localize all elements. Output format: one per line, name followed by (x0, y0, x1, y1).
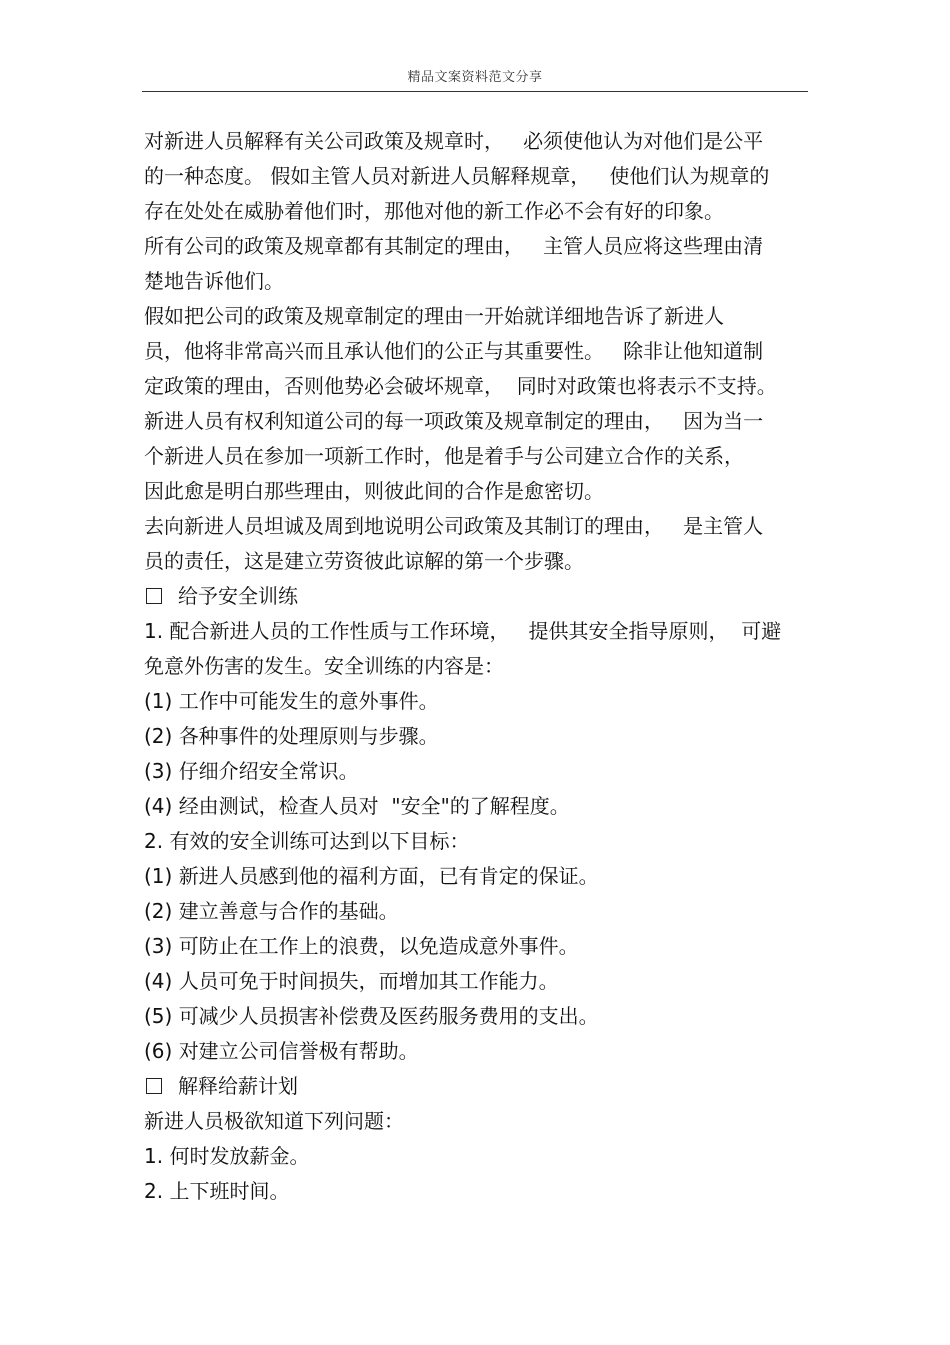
checkbox-square-icon (146, 588, 162, 604)
section-heading-label: 给予安全训练 (178, 584, 298, 608)
section-heading-label: 解释给薪计划 (178, 1074, 298, 1098)
paragraph-line: 个新进人员在参加一项新工作时，他是着手与公司建立合作的关系， (144, 444, 744, 468)
list-item: 2. 有效的安全训练可达到以下目标： (144, 829, 470, 853)
paragraph-line: 的一种态度。 假如主管人员对新进人员解释规章， 使他们认为规章的 (144, 164, 770, 188)
paragraph-line: 定政策的理由，否则他势必会破坏规章， 同时对政策也将表示不支持。 (144, 374, 777, 398)
list-item: 1. 何时发放薪金。 (144, 1144, 310, 1168)
paragraph-line: 对新进人员解释有关公司政策及规章时， 必须使他认为对他们是公平 (144, 129, 764, 153)
list-item: (2) 建立善意与合作的基础。 (144, 899, 399, 923)
list-item: (3) 仔细介绍安全常识。 (144, 759, 359, 783)
paragraph-line: 新进人员极欲知道下列问题： (144, 1109, 404, 1133)
paragraph-line: 新进人员有权利知道公司的每一项政策及规章制定的理由， 因为当一 (144, 409, 764, 433)
paragraph-line: 员的责任，这是建立劳资彼此谅解的第一个步骤。 (144, 549, 584, 573)
list-item: 1. 配合新进人员的工作性质与工作环境， 提供其安全指导原则， 可避 (144, 619, 782, 643)
paragraph-line: 所有公司的政策及规章都有其制定的理由， 主管人员应将这些理由清 (144, 234, 764, 258)
section-heading-pay-plan (144, 1069, 810, 1104)
list-item: (5) 可减少人员损害补偿费及医药服务费用的支出。 (144, 1004, 599, 1028)
list-item: 2. 上下班时间。 (144, 1179, 290, 1203)
paragraph-line: 去向新进人员坦诚及周到地说明公司政策及其制订的理由， 是主管人 (144, 514, 764, 538)
document-body (144, 124, 810, 1209)
list-item: (1) 新进人员感到他的福利方面，已有肯定的保证。 (144, 864, 599, 888)
paragraph-line: 楚地告诉他们。 (144, 269, 284, 293)
header-rule (142, 91, 808, 92)
paragraph-line: 因此愈是明白那些理由，则彼此间的合作是愈密切。 (144, 479, 604, 503)
page-header: 精品文案资料范文分享 (407, 70, 543, 85)
list-item: (2) 各种事件的处理原则与步骤。 (144, 724, 439, 748)
paragraph-line: 员，他将非常高兴而且承认他们的公正与其重要性。 除非让他知道制 (144, 339, 764, 363)
paragraph-line: 假如把公司的政策及规章制定的理由一开始就详细地告诉了新进人 (144, 304, 724, 328)
list-item: 免意外伤害的发生。安全训练的内容是： (144, 654, 504, 678)
list-item: (1) 工作中可能发生的意外事件。 (144, 689, 439, 713)
list-item: (3) 可防止在工作上的浪费，以免造成意外事件。 (144, 934, 579, 958)
paragraph-line: 存在处处在威胁着他们时，那他对他的新工作必不会有好的印象。 (144, 199, 724, 223)
list-item: (4) 人员可免于时间损失，而增加其工作能力。 (144, 969, 559, 993)
list-item: (6) 对建立公司信誉极有帮助。 (144, 1039, 419, 1063)
checkbox-square-icon (146, 1078, 162, 1094)
list-item: (4) 经由测试，检查人员对 "安全"的了解程度。 (144, 794, 570, 818)
section-heading-safety-training (144, 579, 810, 614)
